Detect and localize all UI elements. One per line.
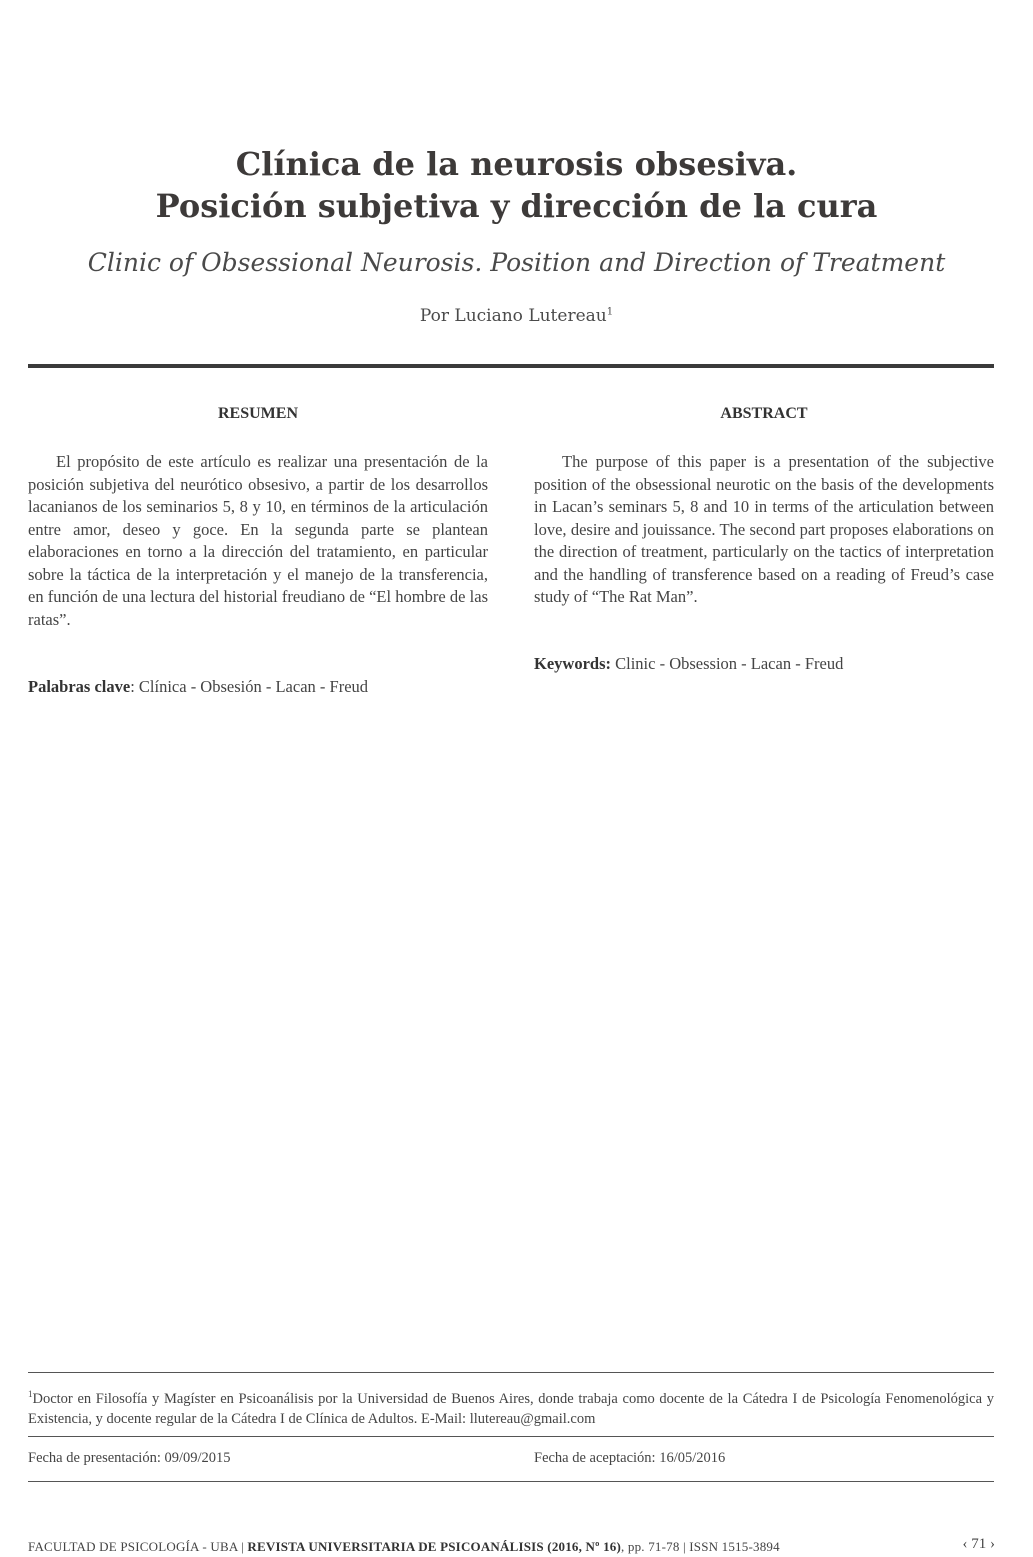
resumen-body: El propósito de este artículo es realizar una presentación de la posición subjetiva del neurótico obsesivo, a partir de los desarrollos lacanianos de los seminarios 5, 8 y 10, en términos de la articulación entre amor, deseo y goce. En la segunda parte se plantean elaboraciones en torno a la dirección del tratamiento, en particular sobre la táctica de la interpretación y el manejo de la transferencia, en función de una lectura del historial freudiano de “El hombre de las ratas”. bbox=[28, 452, 488, 629]
footnote-text: Doctor en Filosofía y Magíster en Psicoanálisis por la Universidad de Buenos Aires, donde trabaja como docente de la Cátedra I de Psicología Fenomenológica y Existencia, y docente regular de la Cátedra I de Clínica de Adultos. E-Mail: llutereau@gmail.com bbox=[28, 1390, 994, 1427]
footer-separator: | bbox=[237, 1539, 248, 1554]
keywords-values: Clinic - Obsession - Lacan - Freud bbox=[611, 654, 844, 673]
abstract-body: The purpose of this paper is a presentation of the subjective position of the obsessional neurotic on the basis of the developments in Lacan’s seminars 5, 8 and 10 in terms of the articulation between love, desire and jouissance. The second part proposes elaborations on the direction of treatment, particularly on the tactics of interpretation and the handling of transference based on a reading of Freud’s case study of “The Rat Man”. bbox=[534, 452, 994, 606]
acceptance-date: Fecha de aceptación: 16/05/2016 bbox=[534, 1450, 726, 1466]
author bbox=[0, 306, 1033, 326]
dates-divider-top bbox=[28, 1436, 994, 1437]
running-footer bbox=[28, 1539, 780, 1555]
header-divider bbox=[28, 364, 994, 368]
footer-issn: ISSN 1515-3894 bbox=[689, 1539, 780, 1554]
dates-divider-bottom bbox=[28, 1481, 994, 1482]
title-line-1: Clínica de la neurosis obsesiva. bbox=[235, 145, 798, 183]
author-note-marker: 1 bbox=[606, 306, 614, 318]
page-number: ‹ 71 › bbox=[962, 1536, 995, 1552]
subtitle: Clinic of Obsessional Neurosis. Position and Direction of Treatment bbox=[87, 248, 946, 277]
palabras-clave bbox=[28, 677, 368, 697]
footnote bbox=[28, 1384, 994, 1429]
footer-pages: , pp. 71-78 bbox=[621, 1539, 680, 1554]
footer-separator-2: | bbox=[679, 1539, 690, 1554]
footer-faculty: FACULTAD DE PSICOLOGÍA - UBA bbox=[28, 1539, 238, 1554]
footnote-divider bbox=[28, 1372, 994, 1373]
footer-journal: REVISTA UNIVERSITARIA DE PSICOANÁLISIS (2016, Nº 16) bbox=[247, 1539, 621, 1554]
author-name: Por Luciano Lutereau bbox=[419, 306, 607, 326]
keywords-label: Keywords: bbox=[534, 654, 611, 673]
title-line-2: Posición subjetiva y dirección de la cura bbox=[155, 187, 878, 225]
footnote-marker: 1 bbox=[28, 1389, 33, 1399]
resumen-heading: RESUMEN bbox=[217, 405, 298, 422]
palabras-clave-label: Palabras clave bbox=[28, 677, 131, 696]
presentation-date: Fecha de presentación: 09/09/2015 bbox=[28, 1450, 231, 1466]
abstract-heading: ABSTRACT bbox=[720, 405, 808, 422]
palabras-clave-values: : Clínica - Obsesión - Lacan - Freud bbox=[130, 677, 369, 696]
keywords bbox=[534, 654, 843, 674]
